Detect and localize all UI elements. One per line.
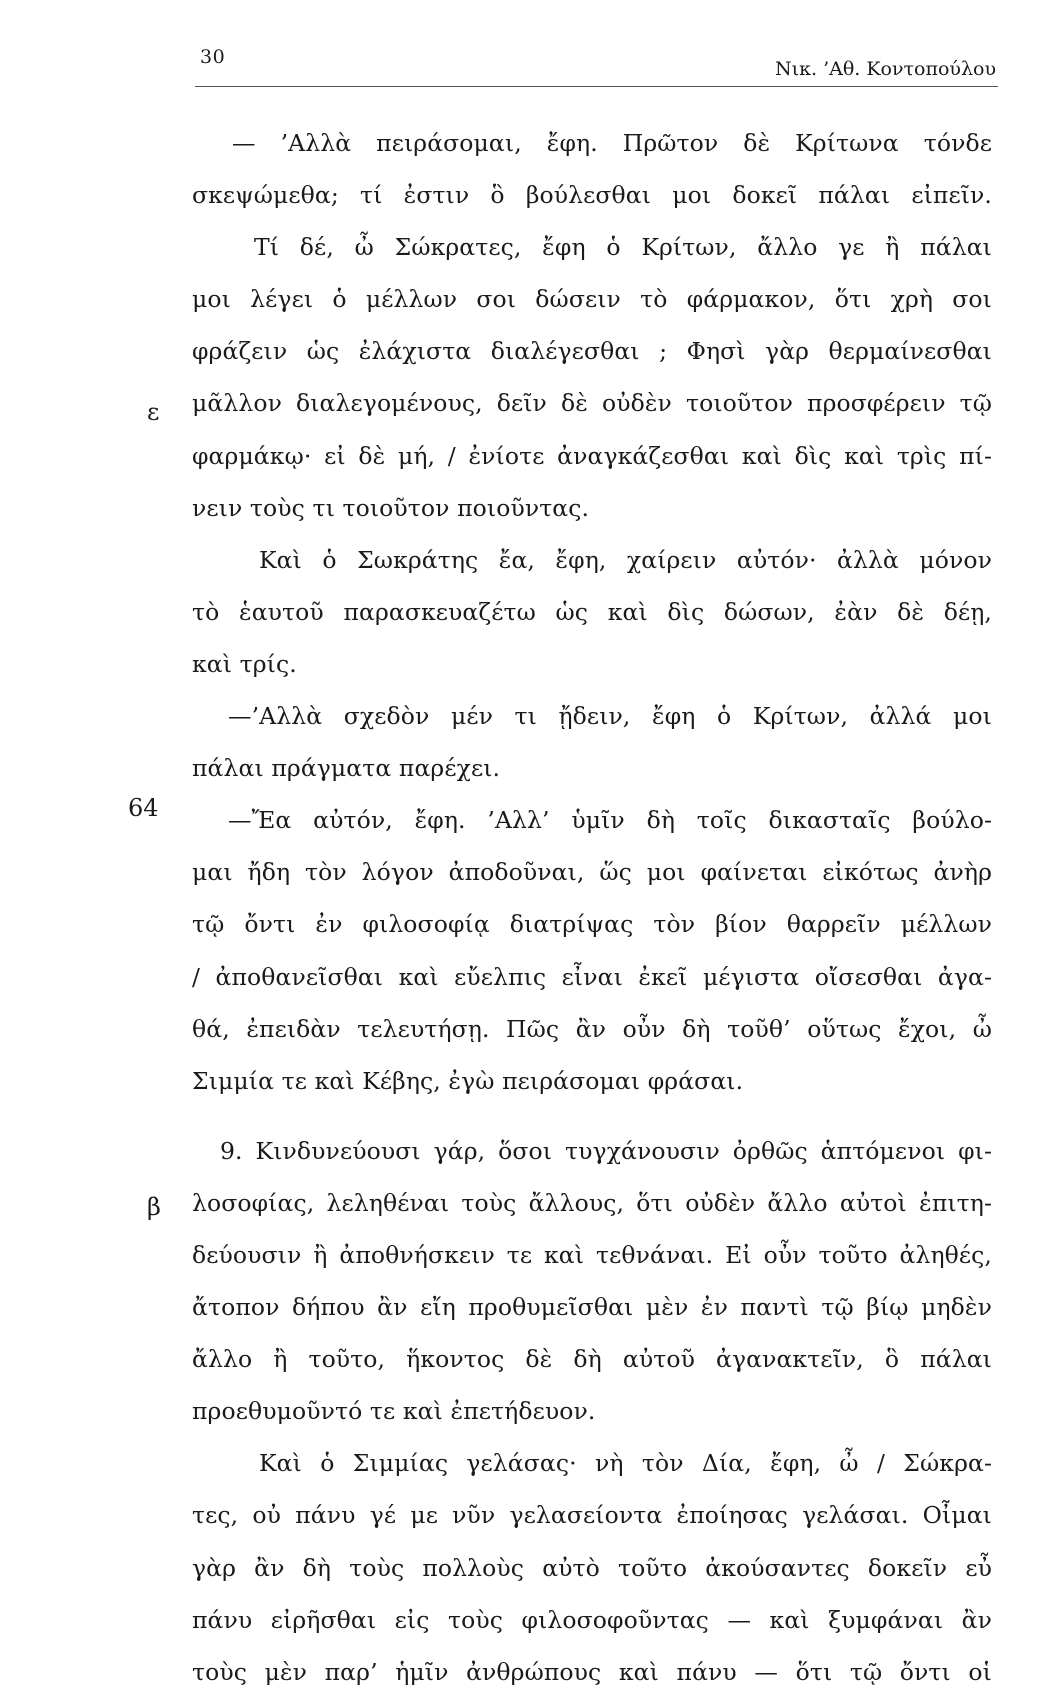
text-line: μαι ἤδη τὸν λόγον ἀποδοῦναι, ὥς μοι φαίνεται εἰκότως ἀνὴρ bbox=[192, 858, 992, 887]
text-line: καὶ τρίς. bbox=[192, 649, 297, 678]
text-line: φράζειν ὡς ἐλάχιστα διαλέγεσθαι ; Φησὶ γὰρ θερμαίνεσθαι bbox=[192, 337, 992, 366]
running-head: Νικ. ’Αθ. Κοντοπούλου bbox=[775, 58, 996, 80]
text-line: πάνυ εἰρῆσθαι εἰς τοὺς φιλοσοφοῦντας — καὶ ξυμφάναι ἂν bbox=[192, 1605, 992, 1634]
text-line: προεθυμοῦντό τε καὶ ἐπετήδευον. bbox=[192, 1397, 596, 1426]
text-line: νειν τοὺς τι τοιοῦτον ποιοῦντας. bbox=[192, 493, 590, 522]
text-line: / ἀποθανεῖσθαι καὶ εὔελπις εἶναι ἐκεῖ μέγιστα οἴσεσθαι ἀγα- bbox=[192, 962, 992, 991]
text-line: ἄλλο ἢ τοῦτο, ἥκοντος δὲ δὴ αὐτοῦ ἀγανακτεῖν, ὃ πάλαι bbox=[192, 1345, 992, 1374]
text-line: τοὺς μὲν παρ’ ἡμῖν ἀνθρώπους καὶ πάνυ — ὅτι τῷ ὄντι οἱ bbox=[192, 1657, 992, 1686]
margin-mark-64: 64 bbox=[128, 794, 159, 822]
text-line: φαρμάκῳ· εἰ δὲ μή, / ἐνίοτε ἀναγκάζεσθαι καὶ δὶς καὶ τρὶς πί- bbox=[192, 441, 992, 470]
paragraph-gap bbox=[192, 1107, 992, 1125]
text-line: δεύουσιν ἢ ἀποθνήσκειν τε καὶ τεθνάναι. Εἰ οὖν τοῦτο ἀληθές, bbox=[192, 1240, 992, 1269]
text-line: πάλαι πράγματα παρέχει. bbox=[192, 754, 501, 783]
text-line: γὰρ ἂν δὴ τοὺς πολλοὺς αὐτὸ τοῦτο ἀκούσαντες δοκεῖν εὖ bbox=[192, 1553, 992, 1582]
text-line: σκεψώμεθα; τί ἐστιν ὃ βούλεσθαι μοι δοκεῖ πάλαι εἰπεῖν. bbox=[192, 181, 992, 210]
text-line: τῷ ὄντι ἐν φιλοσοφίᾳ διατρίψας τὸν βίον θαρρεῖν μέλλων bbox=[192, 910, 992, 939]
text-line: μοι λέγει ὁ μέλλων σοι δώσειν τὸ φάρμακον, ὅτι χρὴ σοι bbox=[192, 285, 992, 314]
text-line: 9. Κινδυνεύουσι γάρ, ὅσοι τυγχάνουσιν ὀρθῶς ἁπτόμενοι φι- bbox=[220, 1136, 992, 1165]
text-line: μᾶλλον διαλεγομένους, δεῖν δὲ οὐδὲν τοιοῦτον προσφέρειν τῷ bbox=[192, 389, 992, 418]
text-line: λοσοφίας, λεληθέναι τοὺς ἄλλους, ὅτι οὐδὲν ἄλλο αὐτοὶ ἐπιτη- bbox=[192, 1188, 992, 1217]
text-line: Καὶ ὁ Σιμμίας γελάσας· νὴ τὸν Δία, ἔφη, ὦ / Σώκρα- bbox=[259, 1449, 992, 1478]
text-line: Σιμμία τε καὶ Κέβης, ἐγὼ πειράσομαι φράσαι. bbox=[192, 1066, 744, 1095]
text-line: Καὶ ὁ Σωκράτης ἔα, ἔφη, χαίρειν αὐτόν· ἀλλὰ μόνον bbox=[259, 545, 992, 574]
text-line: Τί δέ, ὦ Σώκρατες, ἔφη ὁ Κρίτων, ἄλλο γε ἢ πάλαι bbox=[254, 233, 992, 262]
text-line: —Ἔα αὐτόν, ἔφη. ’Αλλ’ ὑμῖν δὴ τοῖς δικασταῖς βούλο- bbox=[228, 806, 992, 835]
text-line: θά, ἐπειδὰν τελευτήσῃ. Πῶς ἂν οὖν δὴ τοῦθ’ οὕτως ἔχοι, ὦ bbox=[192, 1014, 992, 1043]
text-line: ἄτοπον δήπου ἂν εἴη προθυμεῖσθαι μὲν ἐν παντὶ τῷ βίῳ μηδὲν bbox=[192, 1293, 992, 1322]
body-text bbox=[192, 117, 992, 1698]
text-line: τες, οὐ πάνυ γέ με νῦν γελασείοντα ἐποίησας γελάσαι. Οἶμαι bbox=[192, 1501, 992, 1530]
page-number: 30 bbox=[200, 46, 226, 68]
text-line: — ’Αλλὰ πειράσομαι, ἔφη. Πρῶτον δὲ Κρίτωνα τόνδε bbox=[232, 129, 992, 157]
margin-mark-epsilon: ε bbox=[147, 398, 160, 426]
text-line: τὸ ἑαυτοῦ παρασκευαζέτω ὡς καὶ δὶς δώσων, ἐὰν δὲ δέῃ, bbox=[192, 597, 992, 626]
header-rule bbox=[195, 86, 998, 87]
margin-mark-beta: β bbox=[147, 1193, 161, 1221]
text-line: —’Αλλὰ σχεδὸν μέν τι ᾔδειν, ἔφη ὁ Κρίτων, ἀλλά μοι bbox=[228, 702, 992, 731]
